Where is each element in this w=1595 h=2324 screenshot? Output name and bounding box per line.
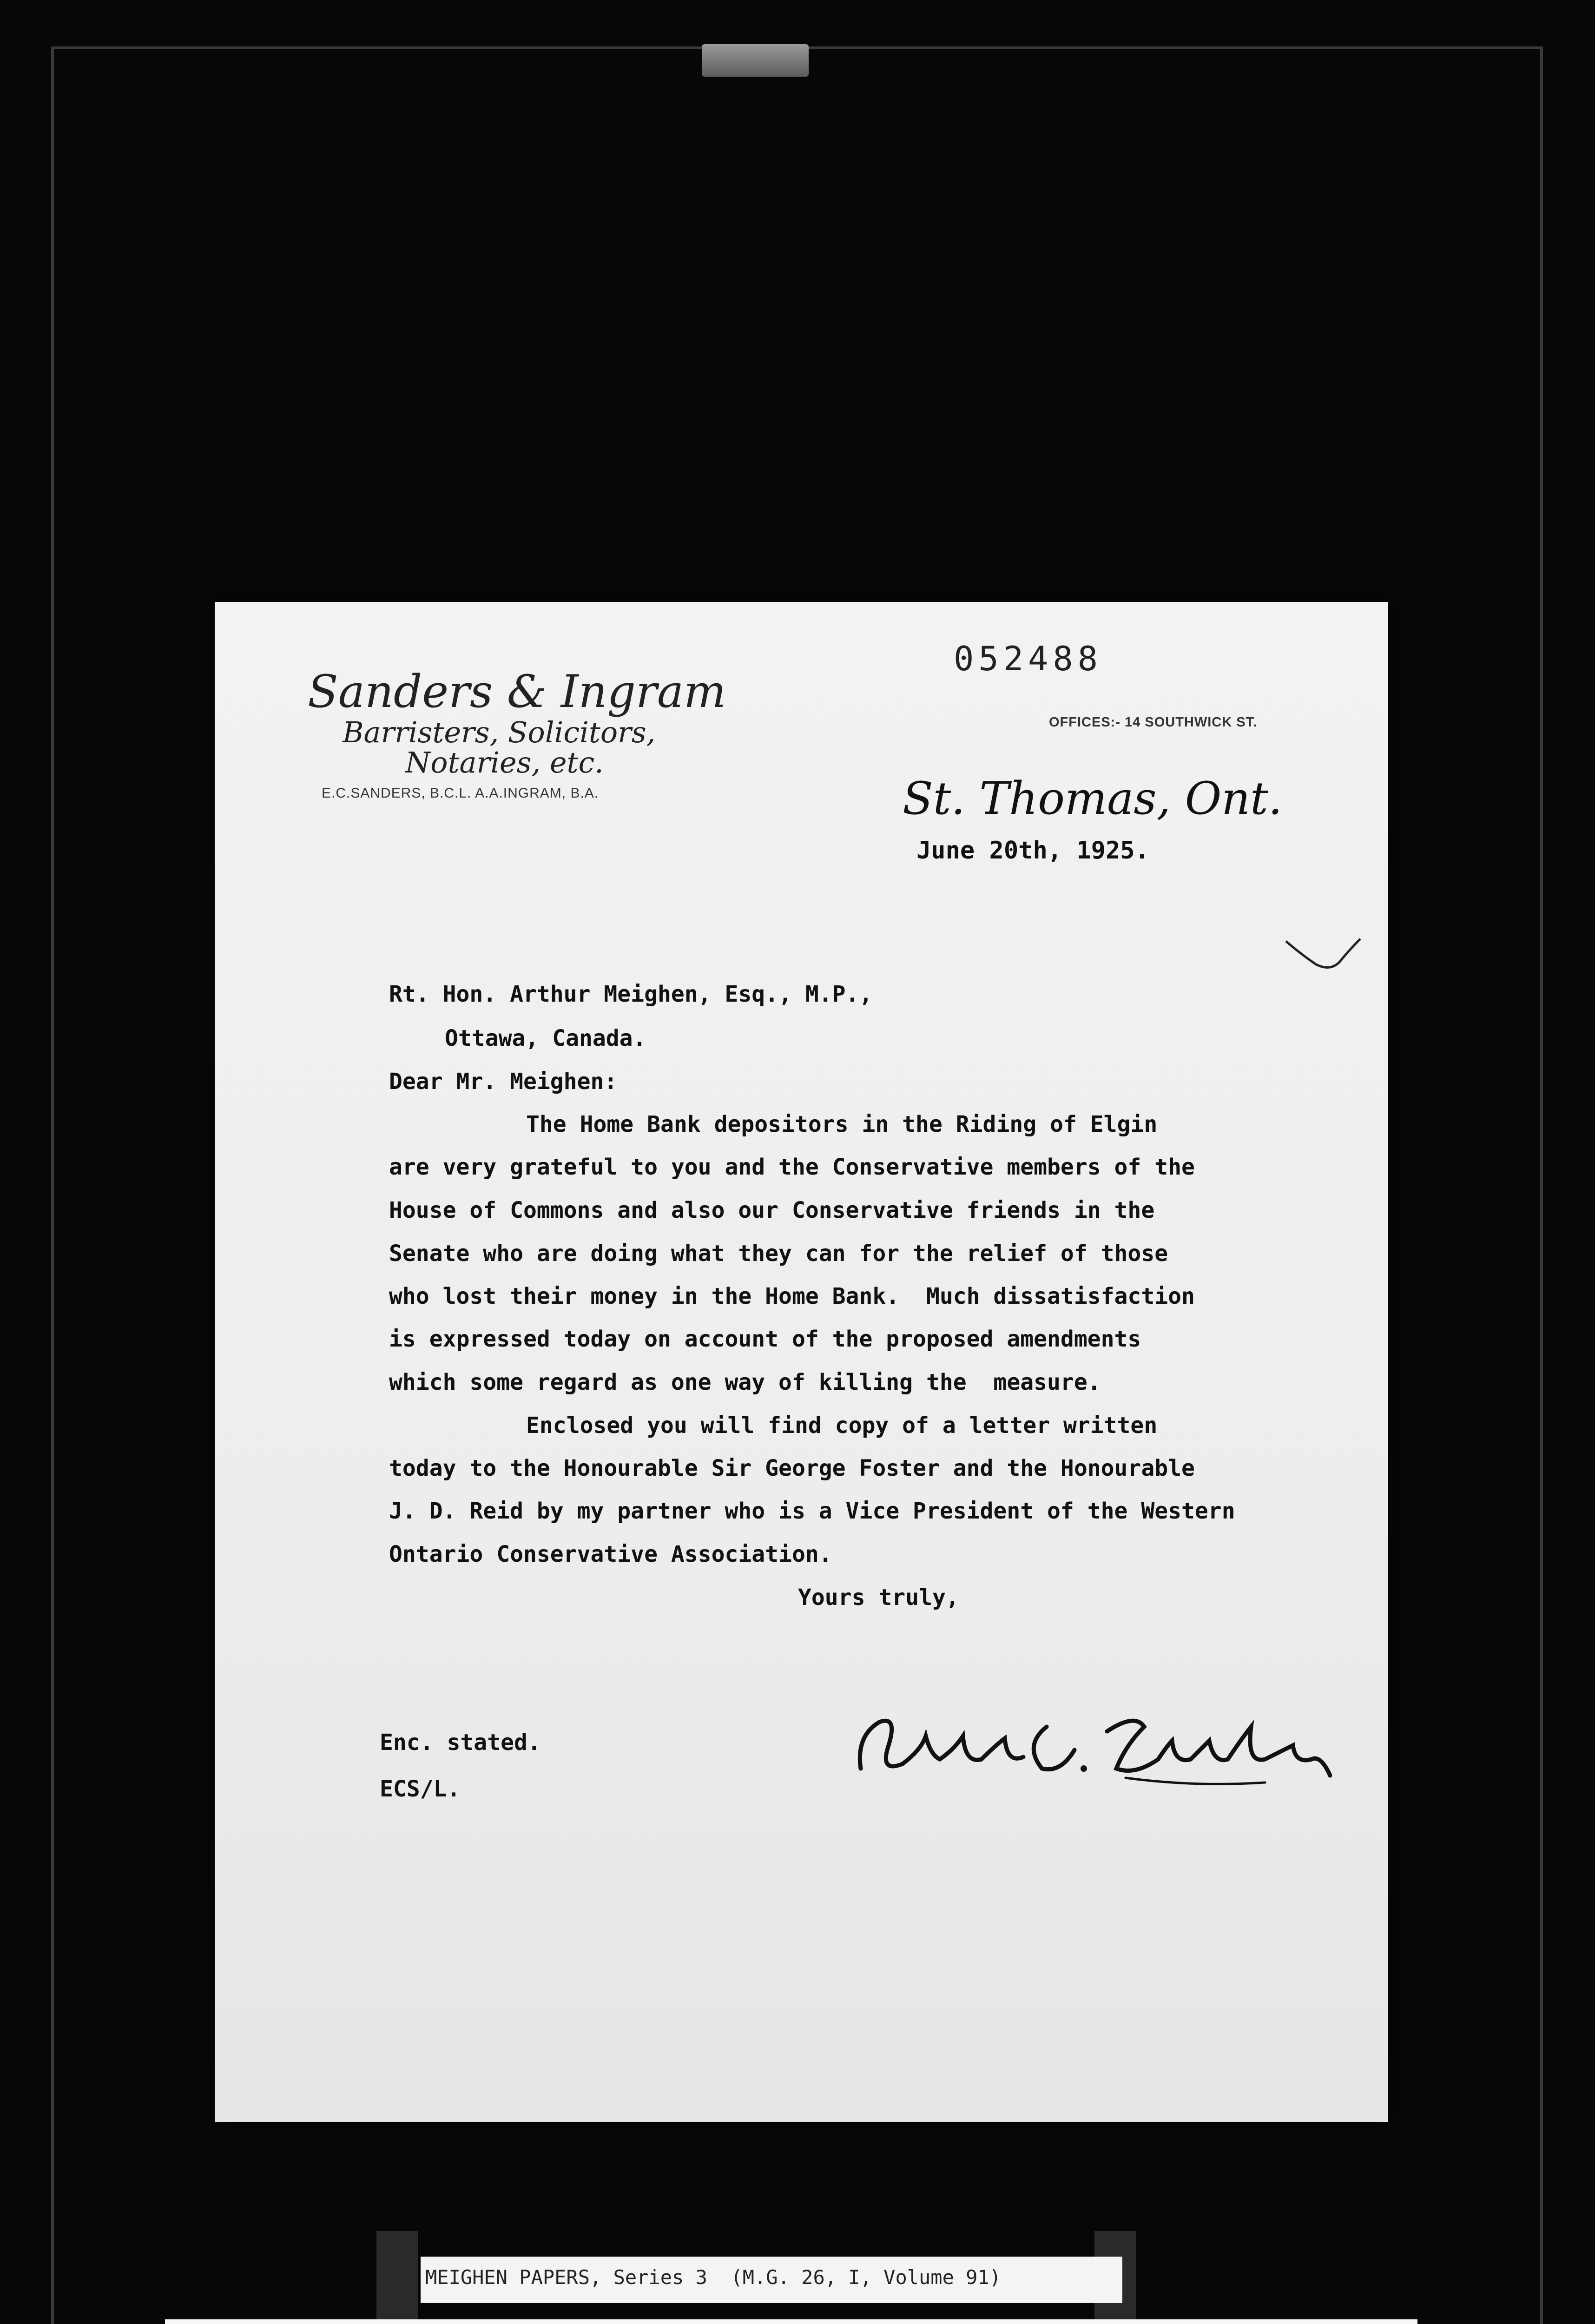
letterhead-offices: OFFICES:- 14 SOUTHWICK ST.	[1049, 715, 1258, 730]
body-line: is expressed today on account of the proposed amendments	[389, 1326, 1141, 1352]
salutation: Dear Mr. Meighen:	[389, 1069, 618, 1095]
letterhead-partners: E.C.SANDERS, B.C.L. A.A.INGRAM, B.A.	[322, 786, 599, 801]
enclosure-note: Enc. stated.	[380, 1730, 541, 1756]
pen-mark	[1284, 937, 1363, 992]
body-line: which some regard as one way of killing the measure.	[389, 1369, 1101, 1395]
body-line: J. D. Reid by my partner who is a Vice President of the Western	[389, 1498, 1235, 1524]
mounting-tape	[702, 44, 809, 77]
letterhead-place: St. Thomas, Ont.	[903, 772, 1283, 825]
letterhead-barristers: Barristers, Solicitors,	[343, 715, 656, 749]
document-number: 052488	[954, 639, 1103, 678]
body-line: Enclosed you will find copy of a letter written	[526, 1413, 1158, 1439]
archive-card	[165, 2319, 1417, 2324]
mounting-clip-left	[376, 2231, 418, 2324]
body-line: The Home Bank depositors in the Riding of Elgin	[526, 1111, 1158, 1137]
body-line: are very grateful to you and the Conservative members of the	[389, 1154, 1195, 1180]
archive-reference-label: MEIGHEN PAPERS, Series 3 (M.G. 26, I, Volume 91)	[421, 2257, 1122, 2303]
body-line: Ontario Conservative Association.	[389, 1541, 832, 1567]
body-line: today to the Honourable Sir George Foster and the Honourable	[389, 1455, 1195, 1481]
reference-initials: ECS/L.	[380, 1776, 461, 1802]
body-line: House of Commons and also our Conservative friends in the	[389, 1197, 1155, 1223]
body-line: who lost their money in the Home Bank. Much dissatisfaction	[389, 1283, 1195, 1309]
letterhead-firm-name: Sanders & Ingram	[308, 666, 726, 718]
letter-date: June 20th, 1925.	[916, 837, 1149, 865]
letterhead-notaries: Notaries, etc.	[405, 746, 604, 779]
body-line: Senate who are doing what they can for the relief of those	[389, 1241, 1168, 1267]
recipient-line-2: Ottawa, Canada.	[445, 1025, 646, 1051]
recipient-line-1: Rt. Hon. Arthur Meighen, Esq., M.P.,	[389, 981, 873, 1007]
handwritten-signature	[847, 1694, 1335, 1796]
closing: Yours truly,	[798, 1585, 959, 1611]
letter-page	[215, 602, 1388, 2122]
